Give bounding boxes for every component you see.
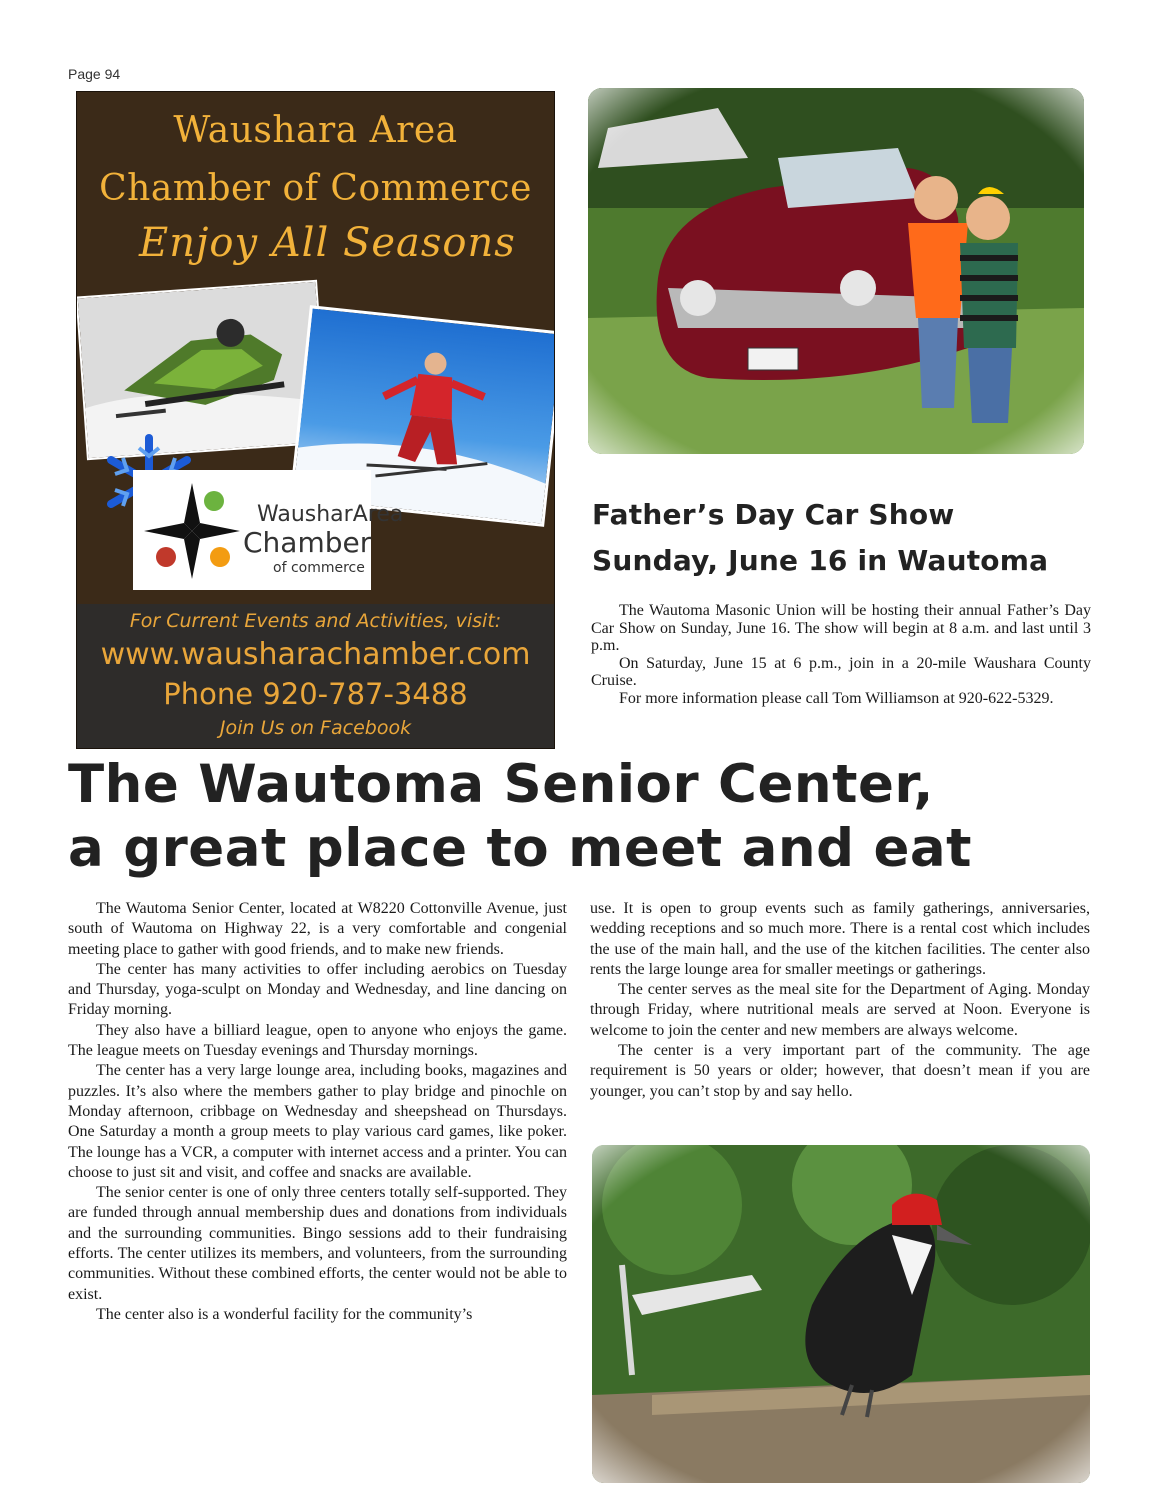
- senior-center-column-right: [590, 899, 1090, 1102]
- car-show-photo: [588, 88, 1084, 454]
- article-paragraph: The center also is a wonderful facility for the community’s: [96, 1305, 473, 1323]
- car-show-paragraph: For more information please call Tom Williamson at 920-622-5329.: [619, 689, 1054, 707]
- car-show-headline-line1: Father’s Day Car Show: [592, 498, 955, 531]
- ad-phone: Phone 920-787-3488: [163, 677, 468, 711]
- compass-icon: [139, 478, 245, 584]
- ad-facebook-text: Join Us on Facebook: [219, 717, 412, 739]
- article-paragraph-continued: use. It is open to group events such as family gatherings, anniversaries, wedding receptions and so much more. There is a rental cost which includes the use of the main hall, and the use of the kitchen facilities. The center also rents the large lounge area for smaller meetings or gatherings.: [590, 900, 1090, 978]
- logo-subtitle: of commerce: [273, 560, 365, 576]
- car-show-paragraph: On Saturday, June 15 at 6 p.m., join in a 20-mile Waushara County Cruise.: [591, 654, 1091, 689]
- senior-center-headline-line1: The Wautoma Senior Center,: [68, 754, 934, 815]
- car-show-headline-line2: Sunday, June 16 in Wautoma: [592, 544, 1049, 577]
- car-show-article: [591, 602, 1091, 707]
- logo-chamber: Chamber: [243, 526, 372, 559]
- ad-contact-panel: [77, 604, 554, 748]
- chamber-advertisement: [76, 91, 555, 749]
- page-number: Page 94: [68, 66, 121, 82]
- article-paragraph: They also have a billiard league, open to anyone who enjoys the game. The league meets on Tuesday evenings and Thursday mornings.: [68, 1021, 567, 1060]
- logo-name: WausharArea: [257, 502, 404, 527]
- ad-title-line2: Chamber of Commerce: [99, 168, 532, 209]
- article-paragraph: The center has many activities to offer including aerobics on Tuesday and Thursday, yoga-sculpt on Monday and Wednesday, and line dancing on Friday morning.: [68, 960, 567, 1019]
- senior-center-headline-line2: a great place to meet and eat: [68, 818, 973, 879]
- ad-title-line1: Waushara Area: [173, 110, 458, 151]
- ad-header-panel: [77, 92, 554, 604]
- article-paragraph: The senior center is one of only three centers totally self-supported. They are funded through annual membership dues and donations from individuals and the surrounding communities. Bingo sessions add to their fundraising efforts. The center utilizes its members, and volunteers, from the surrounding communities. Without these combined efforts, the center would not be able to exist.: [68, 1184, 567, 1303]
- ad-website-link[interactable]: www.wausharachamber.com: [100, 637, 531, 672]
- ad-tagline: Enjoy All Seasons: [139, 220, 516, 266]
- chamber-logo: [133, 470, 404, 590]
- ad-visit-text: For Current Events and Activities, visit:: [129, 610, 502, 632]
- senior-center-column-left: [68, 899, 567, 1325]
- article-paragraph: The center is a very important part of the community. The age requirement is 50 years or older; however, that doesn’t mean if you are younger, you can’t stop by and say hello.: [590, 1042, 1090, 1100]
- car-show-paragraph: The Wautoma Masonic Union will be hosting their annual Father’s Day Car Show on Sunday, June 16. The show will begin at 8 a.m. and last until 3 p.m.: [591, 602, 1091, 654]
- article-paragraph: The center has a very large lounge area, including books, magazines and puzzles. It’s also where the members gather to play bridge and pinochle on Monday afternoon, cribbage on Wednesday and sheepshead on Thursdays. One Saturday a month a group meets to play various card games, like poker. The lounge has a VCR, a computer with internet access and a printer. You can choose to just sit and visit, and coffee and snacks are available.: [68, 1062, 567, 1181]
- woodpecker-photo: [592, 1145, 1090, 1483]
- article-paragraph: The center serves as the meal site for the Department of Aging. Monday through Friday, where nutritional meals are served at Noon. Everyone is welcome to join the center and new members are always welcome.: [590, 981, 1090, 1039]
- article-paragraph: The Wautoma Senior Center, located at W8220 Cottonville Avenue, just south of Wautoma on Highway 22, is a very comfortable and congenial meeting place to gather with good friends, and to make new friends.: [68, 900, 567, 958]
